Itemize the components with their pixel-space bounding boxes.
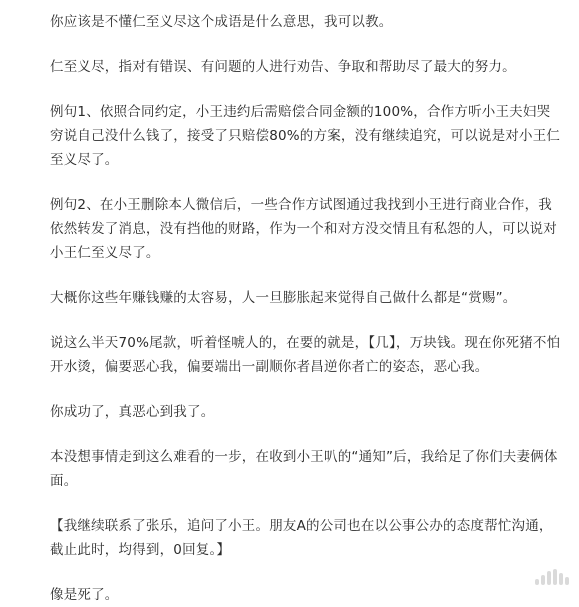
watermark-bar — [559, 573, 563, 585]
watermark-bar — [565, 577, 569, 585]
watermark-bar — [553, 569, 557, 585]
watermark-bar — [535, 579, 539, 585]
watermark-bar — [541, 575, 545, 585]
watermark-bar — [547, 571, 551, 585]
paragraph-intro: 你应该是不懂仁至义尽这个成语是什么意思，我可以教。 — [50, 14, 393, 30]
paragraph-ending: 像是死了。 — [50, 587, 119, 603]
paragraph-definition: 仁至义尽，指对有错误、有问题的人进行劝告、争取和帮助尽了最大的努力。 — [50, 59, 516, 75]
paragraph-money: 大概你这些年赚钱赚的太容易，人一旦膨胀起来觉得自己做什么都是“赏赐”。 — [50, 290, 517, 306]
paragraph-example-1: 例句1、依照合同约定，小王违约后需赔偿合同金额的100%，合作方听小王夫妇哭穷说自己没什么钱了，接受了只赔偿80%的方案，没有继续追究，可以说是对小王仁至义尽了。 — [50, 104, 561, 168]
paragraph-example-2: 例句2、在小王删除本人微信后，一些合作方试图通过我找到小王进行商业合作，我依然转发了消息，没有挡他的财路，作为一个和对方没交情且有私怨的人，可以说对小王仁至义尽了。 — [50, 197, 557, 261]
signal-bars-watermark-icon — [535, 569, 569, 585]
paragraph-notice: 本没想事情走到这么难看的一步，在收到小王叭的“通知”后，我给足了你们夫妻俩体面。 — [50, 449, 558, 489]
paragraph-success: 你成功了，真恶心到我了。 — [50, 404, 215, 420]
paragraph-follow-up: 【我继续联系了张乐，追问了小王。朋友A的公司也在以公事公办的态度帮忙沟通，截止此时，均得到，0回复。】 — [50, 518, 553, 558]
paragraph-tail-payment: 说这么半天70%尾款，听着怪唬人的，在要的就是，【几】，万块钱。现在你死猪不怕开水烫，偏要恶心我，偏要端出一副顺你者昌逆你者亡的姿态，恶心我。 — [50, 335, 561, 375]
